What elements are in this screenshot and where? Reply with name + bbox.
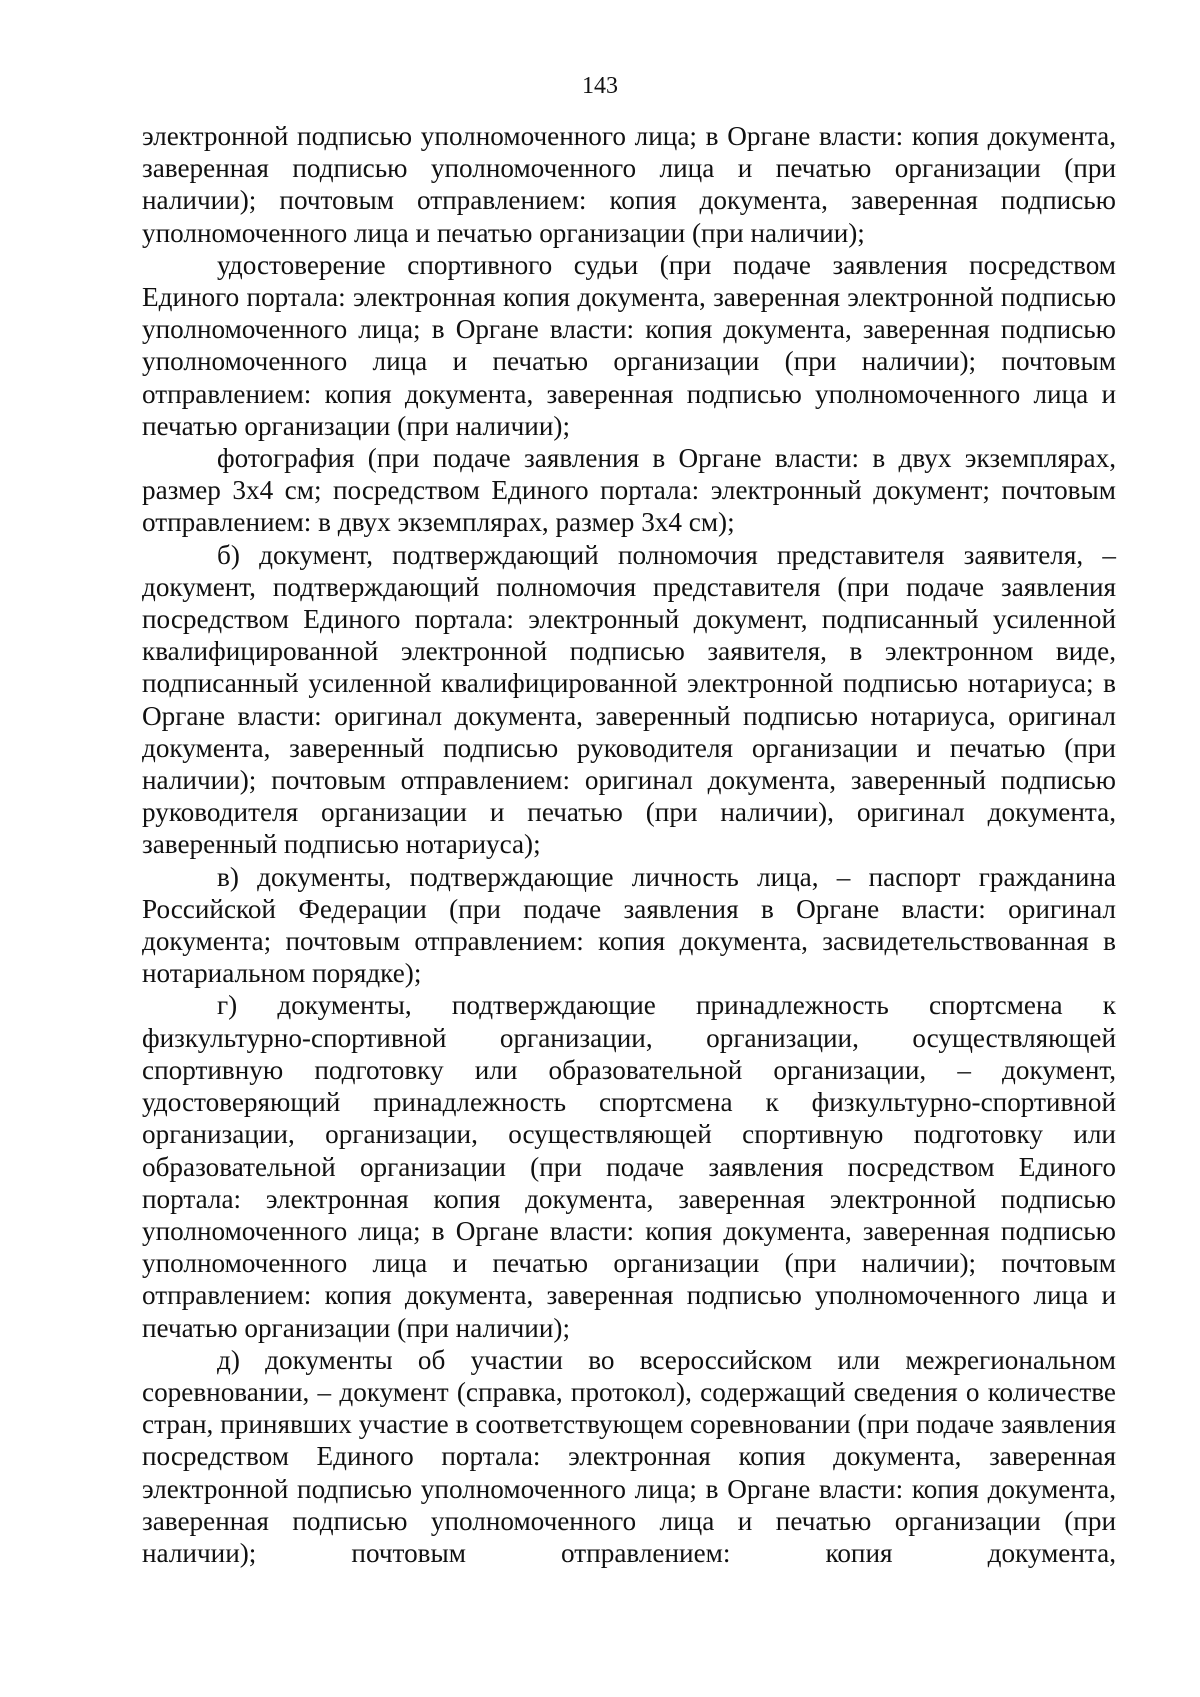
paragraph-item-g: г) документы, подтверждающие принадлежность спортсмена к физкультурно-спортивной организации, организации, осуществляющей спортивную подготовку или образовательной организации, – документ, удостоверяющий принадлежность спортсмена к физкультурно-спортивной организации, организации, осуществляющей спортивную подготовку или образовательной организации (при подаче заявления посредством Единого портала: электронная копия документа, заверенная электронной подписью уполномоченного лица; в Органе власти: копия документа, заверенная подписью уполномоченного лица и печатью организации (при наличии); почтовым отправлением: копия документа, заверенная подписью уполномоченного лица и печатью организации (при наличии); — [142, 990, 1116, 1343]
paragraph-photograph: фотография (при подаче заявления в Органе власти: в двух экземплярах, размер 3х4 см; посредством Единого портала: электронный документ; почтовым отправлением: в двух экземплярах, размер 3х4 см); — [142, 443, 1116, 538]
paragraph-item-d: д) документы об участии во всероссийском или межрегиональном соревновании, – документ (справка, протокол), содержащий сведения о количестве стран, принявших участие в соответствующем соревновании (при подаче заявления посредством Единого портала: электронная копия документа, заверенная электронной подписью уполномоченного лица; в Органе власти: копия документа, заверенная подписью уполномоченного лица и печатью организации (при наличии); почтовым отправлением: копия документа, — [142, 1344, 1116, 1568]
paragraph-continuation: электронной подписью уполномоченного лица; в Органе власти: копия документа, заверенная подписью уполномоченного лица и печатью организации (при наличии); почтовым отправлением: копия документа, заверенная подписью уполномоченного лица и печатью организации (при наличии); — [142, 121, 1116, 248]
paragraph-item-v: в) документы, подтверждающие личность лица, – паспорт гражданина Российской Федерации (при подаче заявления в Органе власти: оригинал документа; почтовым отправлением: копия документа, засвидетельствованная в нотариальном порядке); — [142, 861, 1116, 989]
paragraph-referee-certificate: удостоверение спортивного судьи (при подаче заявления посредством Единого портала: электронная копия документа, заверенная электронной подписью уполномоченного лица; в Органе власти: копия документа, заверенная подписью уполномоченного лица и печатью организации (при наличии); почтовым отправлением: копия документа, заверенная подписью уполномоченного лица и печатью организации (при наличии); — [142, 249, 1116, 441]
page-number: 143 — [582, 73, 618, 99]
paragraph-item-b: б) документ, подтверждающий полномочия представителя заявителя, – документ, подтверждающий полномочия представителя (при подаче заявления посредством Единого портала: электронный документ, подписанный усиленной квалифицированной электронной подписью заявителя, в электронном виде, подписанный усиленной квалифицированной электронной подписью нотариуса; в Органе власти: оригинал документа, заверенный подписью нотариуса, оригинал документа, заверенный подписью руководителя организации и печатью (при наличии); почтовым отправлением: оригинал документа, заверенный подписью руководителя организации и печатью (при наличии), оригинал документа, заверенный подписью нотариуса); — [142, 539, 1116, 860]
document-body — [142, 120, 1116, 1569]
